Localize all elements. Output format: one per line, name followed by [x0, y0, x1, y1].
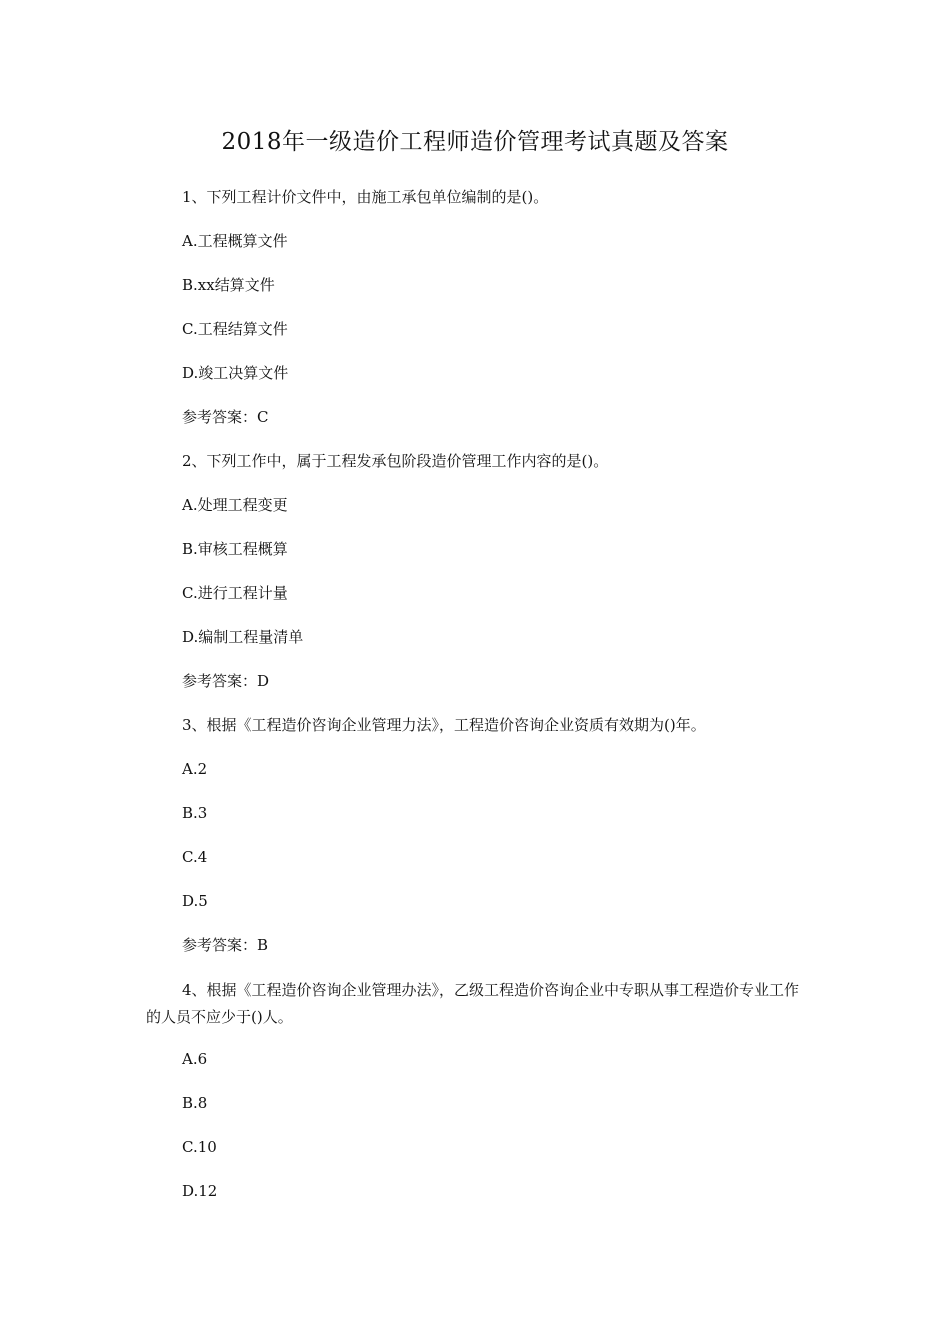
answer-option: B.审核工程概算: [182, 540, 288, 558]
answer-option: C.工程结算文件: [182, 320, 288, 338]
answer-option: D.5: [182, 892, 208, 910]
answer-option: C.4: [182, 848, 208, 866]
answer-option: B.xx结算文件: [182, 276, 275, 294]
answer-option: A.6: [182, 1050, 208, 1068]
answer-option: D.竣工决算文件: [182, 364, 289, 382]
answer-option: D.编制工程量清单: [182, 628, 304, 646]
page-title: 2018年一级造价工程师造价管理考试真题及答案: [221, 129, 729, 155]
answer-option: C.进行工程计量: [182, 584, 288, 602]
reference-answer: 参考答案：C: [182, 408, 269, 426]
answer-option: D.12: [182, 1182, 218, 1200]
answer-option: C.10: [182, 1138, 217, 1156]
answer-option: B.8: [182, 1094, 208, 1112]
reference-answer: 参考答案：D: [182, 672, 270, 690]
answer-option: A.工程概算文件: [182, 232, 288, 250]
answer-option: A.2: [182, 760, 208, 778]
answer-option: B.3: [182, 804, 208, 822]
reference-answer: 参考答案：B: [182, 936, 269, 954]
question-stem: 1、下列工程计价文件中，由施工承包单位编制的是()。: [182, 188, 549, 206]
question-stem: 2、下列工作中，属于工程发承包阶段造价管理工作内容的是()。: [182, 452, 609, 470]
question-stem: 3、根据《工程造价咨询企业管理力法》，工程造价咨询企业资质有效期为()年。: [182, 716, 706, 734]
answer-option: A.处理工程变更: [182, 496, 288, 514]
question-stem: 4、根据《工程造价咨询企业管理办法》，乙级工程造价咨询企业中专职从事工程造价专业工作的人员不应少于()人。: [146, 981, 800, 1026]
